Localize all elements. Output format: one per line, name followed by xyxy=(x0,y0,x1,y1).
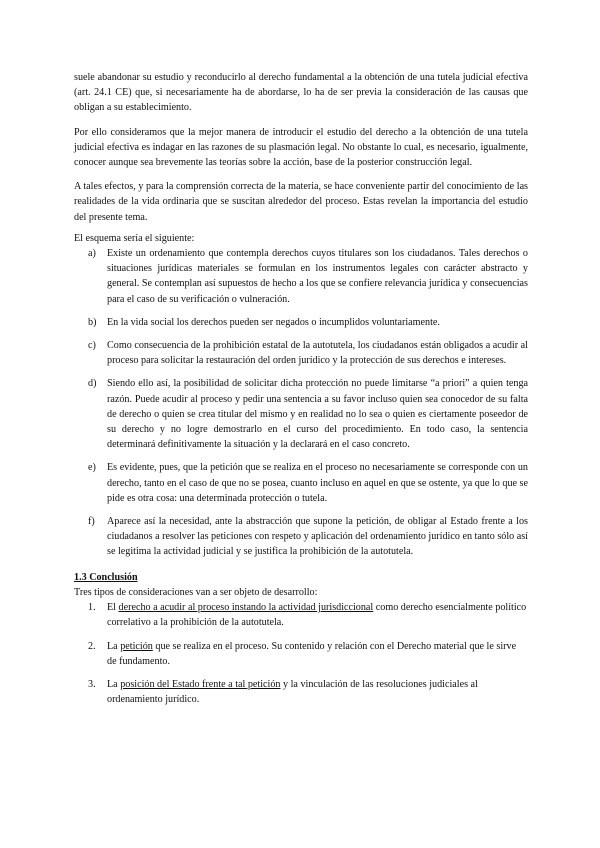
scheme-intro: El esquema sería el siguiente: xyxy=(74,232,195,244)
document-page xyxy=(74,70,528,715)
list-item xyxy=(74,338,528,368)
section-intro: Tres tipos de consideraciones van a ser objeto de desarrollo: xyxy=(74,586,318,598)
list-marker: b) xyxy=(88,316,97,328)
paragraph-3: A tales efectos, y para la comprensión correcta de la materia, se hace conveniente partir del conocimiento de las realidades de la vida ordinaria que se suscitan alrededor del proceso. Estas revelan la importancia del estudio del presente tema. xyxy=(74,181,528,223)
list-marker: 1. xyxy=(88,602,96,614)
underlined-term: petición xyxy=(120,640,153,652)
list-item xyxy=(74,600,528,630)
list-marker: c) xyxy=(88,340,96,352)
list-item xyxy=(74,677,528,707)
scheme-list xyxy=(74,246,528,560)
list-item-text: Aparece así la necesidad, ante la abstracción que supone la petición, de obligar al Estado frente a los ciudadanos a resolver las peticiones con respeto y aplicación del ordenamiento jurídico en tanto sólo así se legitima la actividad judicial y se justifica la prohibición de la autotutela. xyxy=(107,516,528,558)
list-item xyxy=(74,514,528,560)
list-item-text: Como consecuencia de la prohibición estatal de la autotutela, los ciudadanos están obligados a acudir al proceso para solicitar la restauración del orden jurídico y la protección de sus derechos e intereses. xyxy=(107,340,528,367)
section-title: 1.3 Conclusión xyxy=(74,571,138,583)
list-item xyxy=(74,639,528,669)
list-item-pre: La xyxy=(107,678,121,690)
paragraph-1: suele abandonar su estudio y reconducirlo al derecho fundamental a la obtención de una tutela judicial efectiva (art. 24.1 CE) que, si necesariamente ha de abordarse, lo ha de ser previa la consideración de las causas que obligan a su establecimiento. xyxy=(74,72,528,114)
list-marker: a) xyxy=(88,248,96,260)
list-item-text: Es evidente, pues, que la petición que se realiza en el proceso no necesariamente se corresponde con un derecho, tanto en el caso de que no se posea, cuanto incluso en aquel en que se ostente, ya que lo que se pide es otra cosa: una determinada protección o tutela. xyxy=(107,462,528,504)
list-item-post: y la vinculación de las resoluciones judiciales al ordenamiento jurídico. xyxy=(107,678,478,706)
underlined-term: posición del Estado frente a tal petición xyxy=(120,678,281,690)
list-marker: 3. xyxy=(88,678,96,690)
list-item-text: Existe un ordenamiento que contempla derechos cuyos titulares son los ciudadanos. Tales derechos o situaciones jurídicas materiales se formulan en los instrumentos legales con carácter abstracto y general. Se contemplan así supuestos de hecho a los que se confiere relevancia jurídica y consecuencias para el caso de su verificación o vulneración. xyxy=(107,248,528,305)
list-marker: 2. xyxy=(88,640,96,652)
list-item-pre: La xyxy=(107,640,121,652)
paragraph-2: Por ello consideramos que la mejor manera de introducir el estudio del derecho a la obtención de una tutela judicial efectiva es indagar en las razones de su plasmación legal. No obstante lo cual, es necesario, igualmente, conocer aunque sea brevemente las teorías sobre la acción, base de la posterior construcción legal. xyxy=(74,126,528,169)
list-marker: f) xyxy=(88,516,95,528)
list-item-pre: El xyxy=(107,602,119,614)
list-item-post: que se realiza en el proceso. Su contenido y relación con el Derecho material que le sirve de fundamento. xyxy=(107,640,517,667)
conclusion-list xyxy=(74,600,528,707)
list-marker: e) xyxy=(88,462,96,474)
list-item xyxy=(74,376,528,452)
list-item-text: En la vida social los derechos pueden ser negados o incumplidos voluntariamente. xyxy=(107,316,440,328)
list-item-post: como derecho esencialmente político correlativo a la prohibición de la autotutela. xyxy=(107,602,527,629)
list-item xyxy=(74,246,528,307)
underlined-term: derecho a acudir al proceso instando la actividad jurisdiccional xyxy=(118,602,374,614)
list-item xyxy=(74,460,528,506)
list-marker: d) xyxy=(88,378,97,390)
list-item xyxy=(74,315,528,330)
list-item-text: Siendo ello así, la posibilidad de solicitar dicha protección no puede limitarse “a priori” a quien tenga razón. Puede acudir al proceso y pedir una sentencia a su favor incluso quien sea conocedor de su falta de derecho o quien se crea titular del mismo y en realidad no lo sea o quien es ciertamente poseedor de su derecho y no logre demostrarlo en el curso del procedimiento. En todo caso, la sentencia determinará definitivamente la situación y la declarará en el caso concreto. xyxy=(107,378,528,451)
